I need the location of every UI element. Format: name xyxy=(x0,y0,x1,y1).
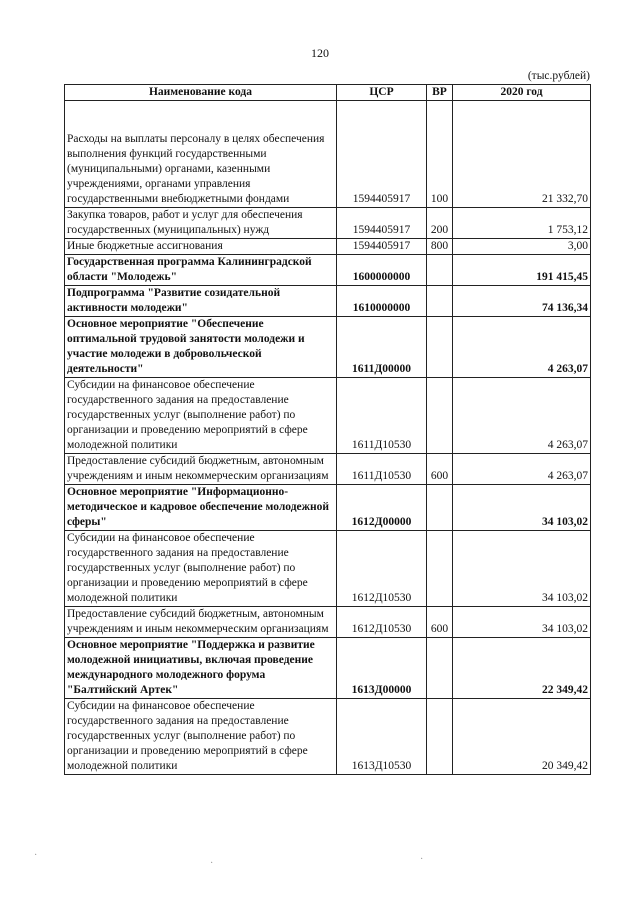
row-sum: 34 103,02 xyxy=(453,531,591,607)
table-row xyxy=(65,531,591,607)
row-name: Субсидии на финансовое обеспечение государственного задания на предоставление государственных услуг (выполнение работ) по организации и проведению мероприятий в сфере молодежной политики xyxy=(65,378,337,454)
row-name: Субсидии на финансовое обеспечение государственного задания на предоставление государственных услуг (выполнение работ) по организации и проведению мероприятий в сфере молодежной политики xyxy=(65,531,337,607)
page-number: 120 xyxy=(311,46,329,60)
row-name: Предоставление субсидий бюджетным, автономным учреждениям и иным некоммерческим организациям xyxy=(65,607,337,638)
row-sum: 3,00 xyxy=(453,239,591,255)
budget-table xyxy=(64,84,591,775)
row-vr xyxy=(427,699,453,775)
row-csr: 1594405917 xyxy=(337,101,427,208)
row-csr: 1594405917 xyxy=(337,239,427,255)
row-vr: 200 xyxy=(427,208,453,239)
row-csr: 1613Д00000 xyxy=(337,638,427,699)
scan-speck: · xyxy=(210,858,214,869)
table-row xyxy=(65,101,591,208)
scan-speck: · xyxy=(420,854,424,865)
table-row xyxy=(65,607,591,638)
row-sum: 191 415,45 xyxy=(453,255,591,286)
scan-speck: · xyxy=(34,850,38,861)
row-vr: 600 xyxy=(427,607,453,638)
row-sum: 34 103,02 xyxy=(453,485,591,531)
row-name: Субсидии на финансовое обеспечение государственного задания на предоставление государственных услуг (выполнение работ) по организации и проведению мероприятий в сфере молодежной политики xyxy=(65,699,337,775)
row-csr: 1611Д10530 xyxy=(337,454,427,485)
table-row xyxy=(65,255,591,286)
row-vr: 100 xyxy=(427,101,453,208)
header-csr: ЦСР xyxy=(337,85,427,101)
row-name: Основное мероприятие "Информационно-методическое и кадровое обеспечение молодежной сферы" xyxy=(65,485,337,531)
row-sum: 4 263,07 xyxy=(453,317,591,378)
row-csr: 1613Д10530 xyxy=(337,699,427,775)
row-csr: 1611Д00000 xyxy=(337,317,427,378)
row-csr: 1610000000 xyxy=(337,286,427,317)
row-name: Государственная программа Калининградской области "Молодежь" xyxy=(65,255,337,286)
row-name: Основное мероприятие "Поддержка и развитие молодежной инициативы, включая проведение международного молодежного форума "Балтийский Артек" xyxy=(65,638,337,699)
row-sum: 4 263,07 xyxy=(453,454,591,485)
row-vr xyxy=(427,255,453,286)
row-sum: 21 332,70 xyxy=(453,101,591,208)
table-row xyxy=(65,378,591,454)
row-name: Основное мероприятие "Обеспечение оптимальной трудовой занятости молодежи и участие молодежи в добровольческой деятельности" xyxy=(65,317,337,378)
header-year: 2020 год xyxy=(453,85,591,101)
row-sum: 74 136,34 xyxy=(453,286,591,317)
row-vr xyxy=(427,317,453,378)
table-row xyxy=(65,638,591,699)
table-row xyxy=(65,208,591,239)
row-vr xyxy=(427,286,453,317)
header-name: Наименование кода xyxy=(65,85,337,101)
table-row xyxy=(65,286,591,317)
row-csr: 1611Д10530 xyxy=(337,378,427,454)
row-name: Закупка товаров, работ и услуг для обеспечения государственных (муниципальных) нужд xyxy=(65,208,337,239)
row-vr xyxy=(427,638,453,699)
units-label: (тыс.рублей) xyxy=(527,70,590,82)
row-csr: 1612Д00000 xyxy=(337,485,427,531)
row-csr: 1600000000 xyxy=(337,255,427,286)
row-name: Иные бюджетные ассигнования xyxy=(65,239,337,255)
row-sum: 20 349,42 xyxy=(453,699,591,775)
row-sum: 34 103,02 xyxy=(453,607,591,638)
row-name: Расходы на выплаты персоналу в целях обеспечения выполнения функций государственными (муниципальными) органами, казенными учреждениями, органами управления государственными внебюджетными фондами xyxy=(65,101,337,208)
table-header-row xyxy=(65,85,591,101)
row-vr xyxy=(427,531,453,607)
row-csr: 1612Д10530 xyxy=(337,607,427,638)
row-vr xyxy=(427,485,453,531)
row-name: Предоставление субсидий бюджетным, автономным учреждениям и иным некоммерческим организациям xyxy=(65,454,337,485)
table-row xyxy=(65,239,591,255)
row-vr xyxy=(427,378,453,454)
table-row xyxy=(65,699,591,775)
table-row xyxy=(65,485,591,531)
table-row xyxy=(65,317,591,378)
row-sum: 1 753,12 xyxy=(453,208,591,239)
row-csr: 1612Д10530 xyxy=(337,531,427,607)
row-sum: 22 349,42 xyxy=(453,638,591,699)
row-name: Подпрограмма "Развитие созидательной активности молодежи" xyxy=(65,286,337,317)
header-vr: ВР xyxy=(427,85,453,101)
row-sum: 4 263,07 xyxy=(453,378,591,454)
row-vr: 800 xyxy=(427,239,453,255)
table-row xyxy=(65,454,591,485)
row-csr: 1594405917 xyxy=(337,208,427,239)
row-vr: 600 xyxy=(427,454,453,485)
